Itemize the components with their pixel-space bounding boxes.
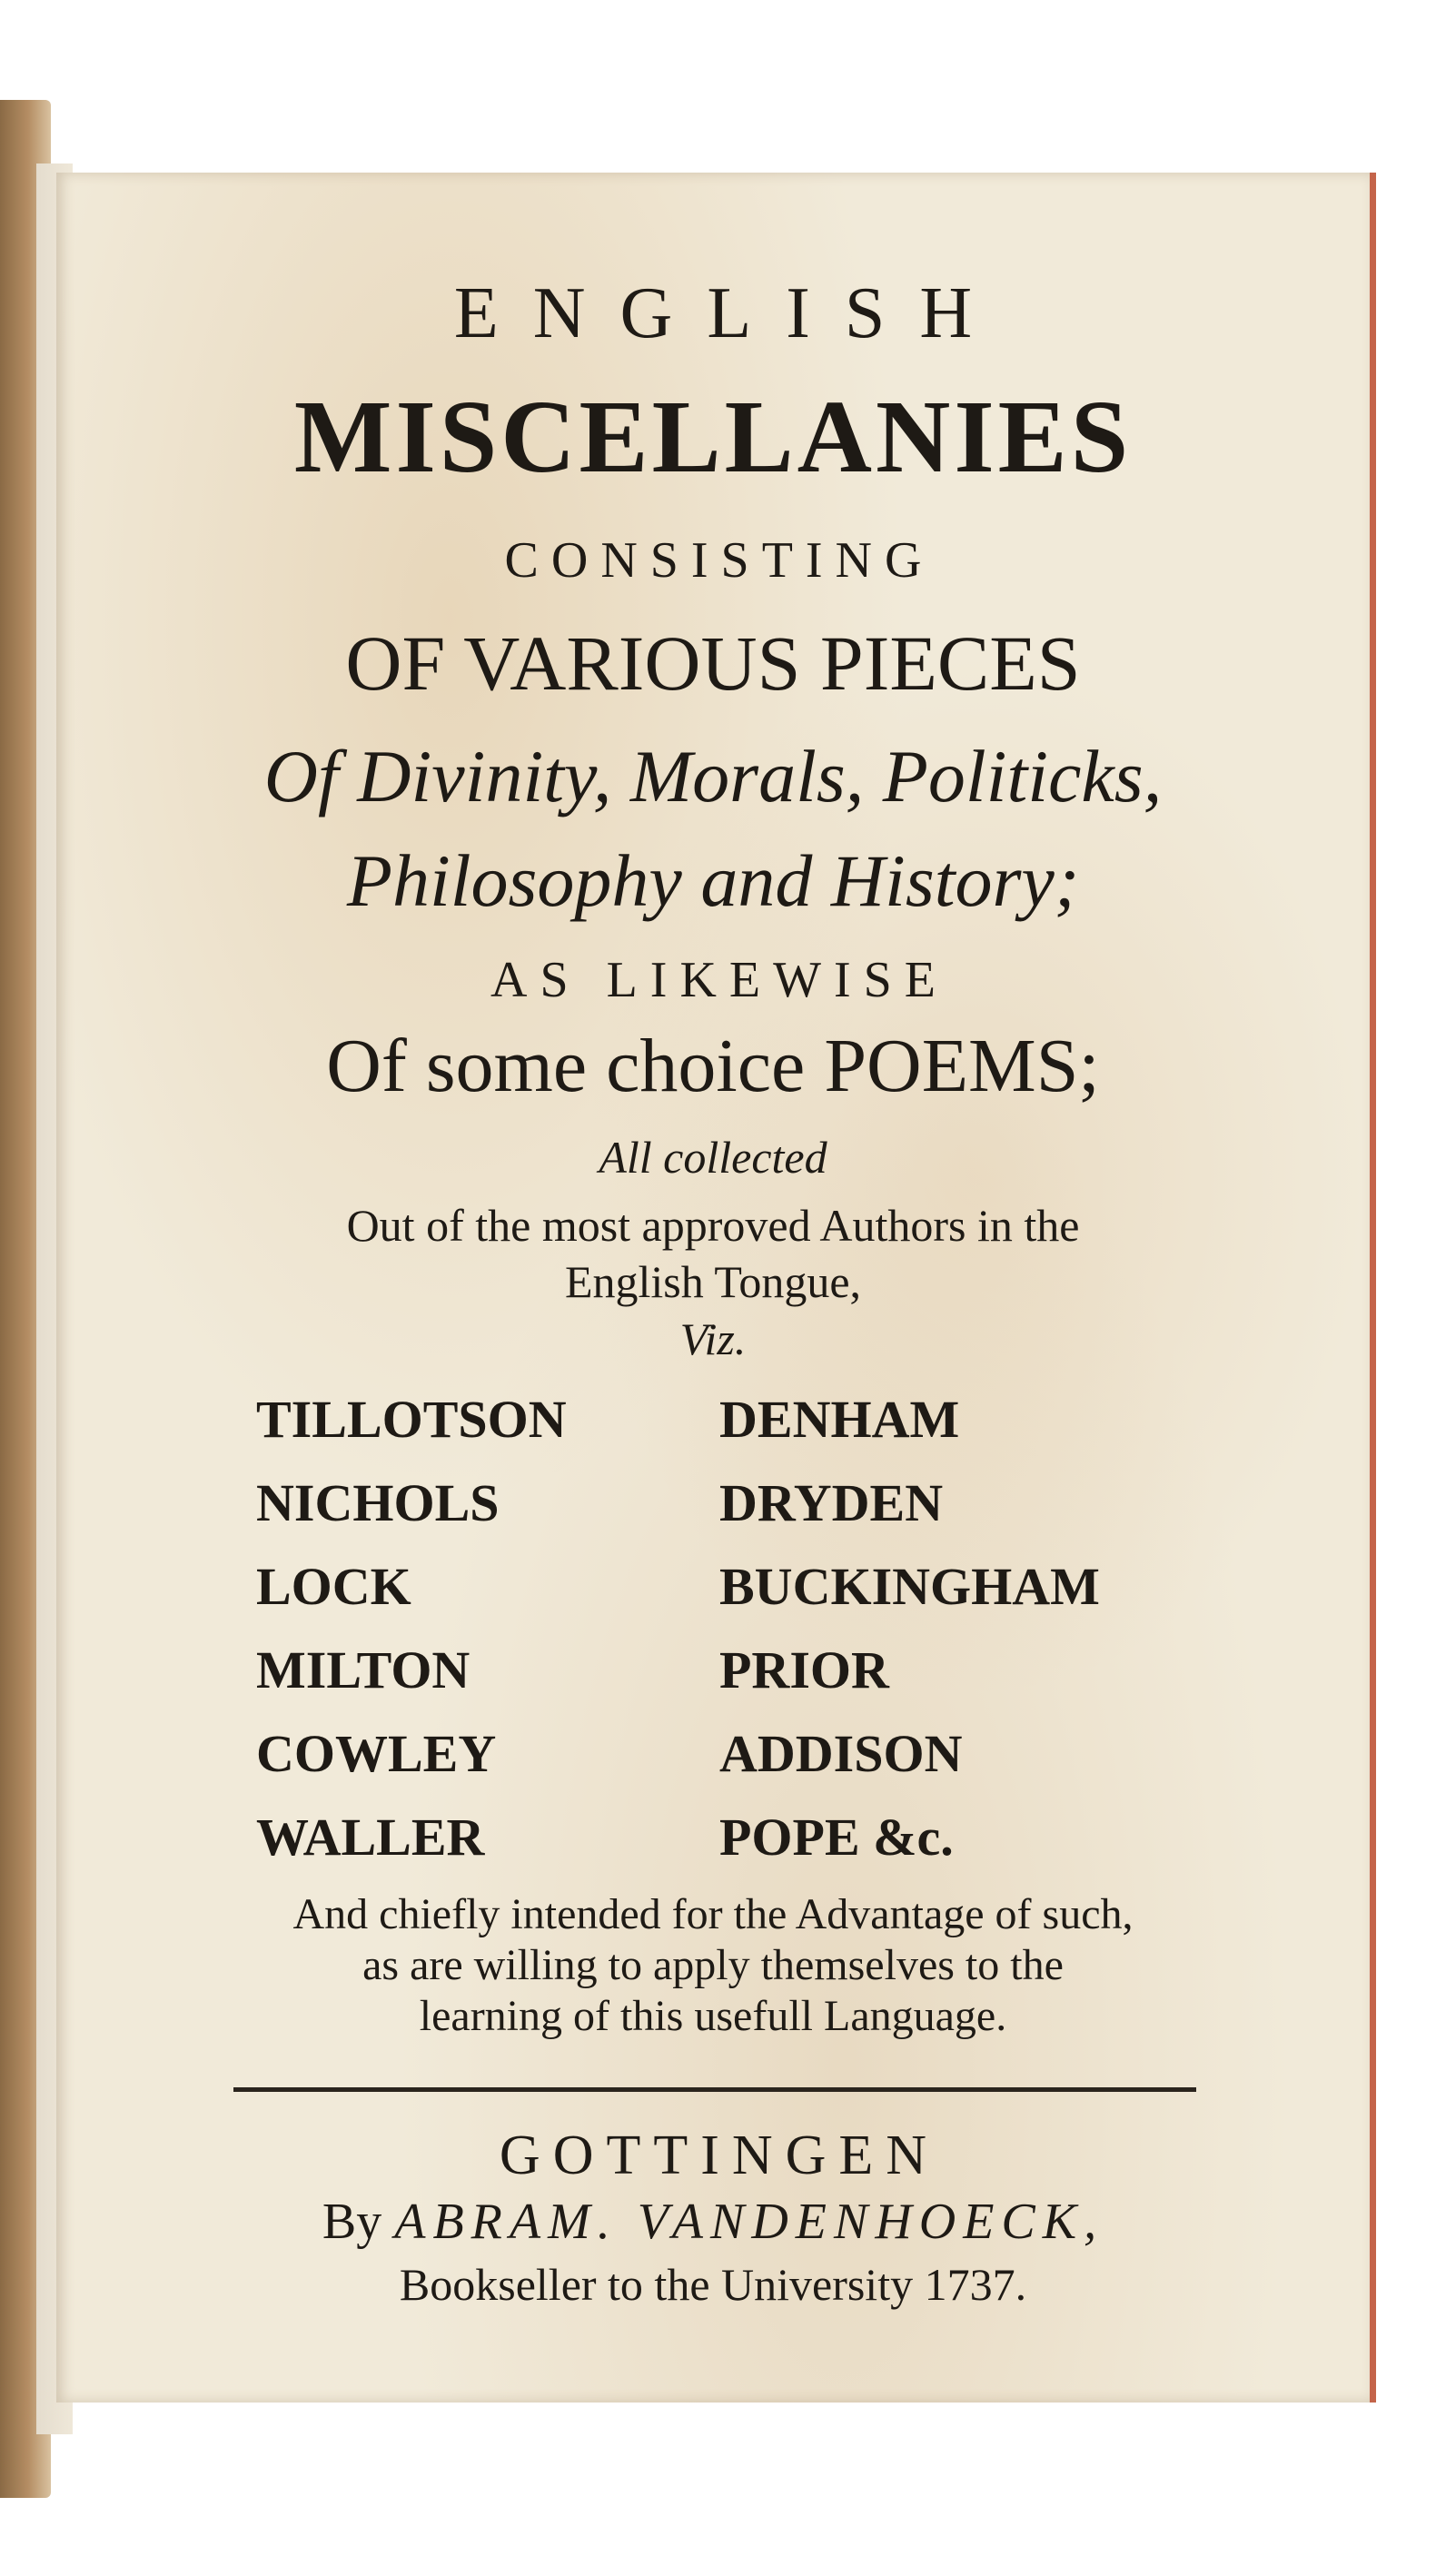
author-name: COWLEY xyxy=(256,1724,497,1783)
author-list xyxy=(256,1385,1255,1872)
author-name: LOCK xyxy=(256,1557,411,1616)
imprint-bookseller: Bookseller to the University 1737. xyxy=(399,2259,1027,2310)
author-name: TILLOTSON xyxy=(256,1390,567,1449)
author-name: MILTON xyxy=(256,1640,470,1699)
title-line-philosophy: Philosophy and History; xyxy=(346,839,1080,922)
title-line-all-collected: All collected xyxy=(599,1132,827,1183)
title-line-various-pieces: OF VARIOUS PIECES xyxy=(345,619,1081,707)
purpose-line-3: learning of this usefull Language. xyxy=(419,1992,1007,2040)
title-line-as-likewise: AS LIKEWISE xyxy=(490,952,948,1008)
imprint-name: ABRAM. VANDENHOECK, xyxy=(394,2194,1104,2250)
imprint-by: By xyxy=(322,2194,382,2250)
author-name: NICHOLS xyxy=(256,1473,500,1532)
imprint-publisher xyxy=(56,2193,1370,2251)
author-name: BUCKINGHAM xyxy=(719,1557,1100,1616)
author-name: DRYDEN xyxy=(719,1473,944,1532)
title-line-english: ENGLISH xyxy=(453,273,1007,353)
title-page xyxy=(56,173,1376,2403)
title-line-english-tongue: English Tongue, xyxy=(564,1256,862,1307)
title-line-consisting: CONSISTING xyxy=(504,532,935,589)
purpose-line-2: as are willing to apply themselves to the xyxy=(362,1941,1064,1989)
title-line-approved-authors: Out of the most approved Authors in the xyxy=(346,1200,1080,1251)
author-name: DENHAM xyxy=(719,1390,960,1449)
divider-rule xyxy=(233,2087,1196,2092)
title-line-poems: Of some choice POEMS; xyxy=(326,1024,1100,1108)
title-line-viz: Viz. xyxy=(679,1313,747,1364)
title-line-divinity: Of Divinity, Morals, Politicks, xyxy=(263,735,1163,817)
purpose-line-1: And chiefly intended for the Advantage of such, xyxy=(292,1890,1134,1938)
author-name: WALLER xyxy=(256,1808,485,1867)
imprint-city: GOTTINGEN xyxy=(499,2125,940,2186)
author-name: PRIOR xyxy=(719,1640,889,1699)
author-name: POPE &c. xyxy=(719,1808,954,1867)
title-line-miscellanies: MISCELLANIES xyxy=(293,379,1133,494)
author-name: ADDISON xyxy=(719,1724,963,1783)
